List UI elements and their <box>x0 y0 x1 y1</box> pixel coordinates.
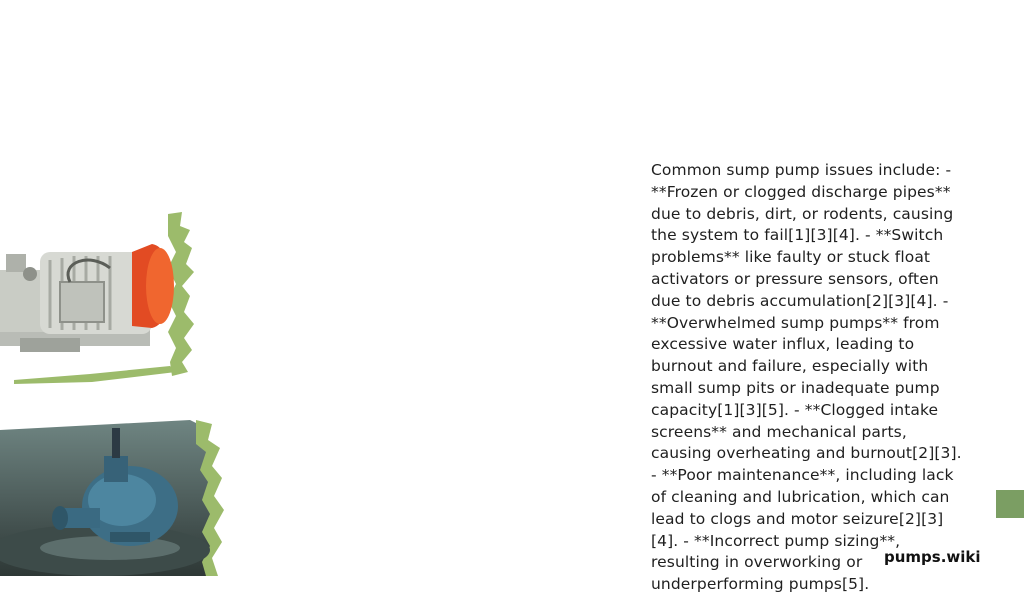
pump-photo-2 <box>0 420 232 576</box>
accent-block <box>996 490 1024 518</box>
pump-photo-1 <box>0 212 196 384</box>
body-paragraph: Common sump pump issues include: - **Frozen or clogged discharge pipes** due to debris, dirt, or rodents, causing the system to fail[1][3][4]. - **Switch problems** like faulty or stuck float activators or pressure sensors, often due to debris accumulation[2][3][4]. - **Overwhelmed sump pumps** from excessive water influx, leading to burnout and failure, especially with small sump pits or inadequate pump capacity[1][3][5]. - **Clogged intake screens** and mechanical parts, causing overheating and burnout[2][3]. - **Poor maintenance**, including lack of cleaning and lubrication, which can lead to clogs and motor seizure[2][3][4]. - **Incorrect pump sizing**, resulting in overworking or underperforming pumps[5]. <box>651 161 962 594</box>
site-watermark: pumps.wiki <box>884 548 981 566</box>
